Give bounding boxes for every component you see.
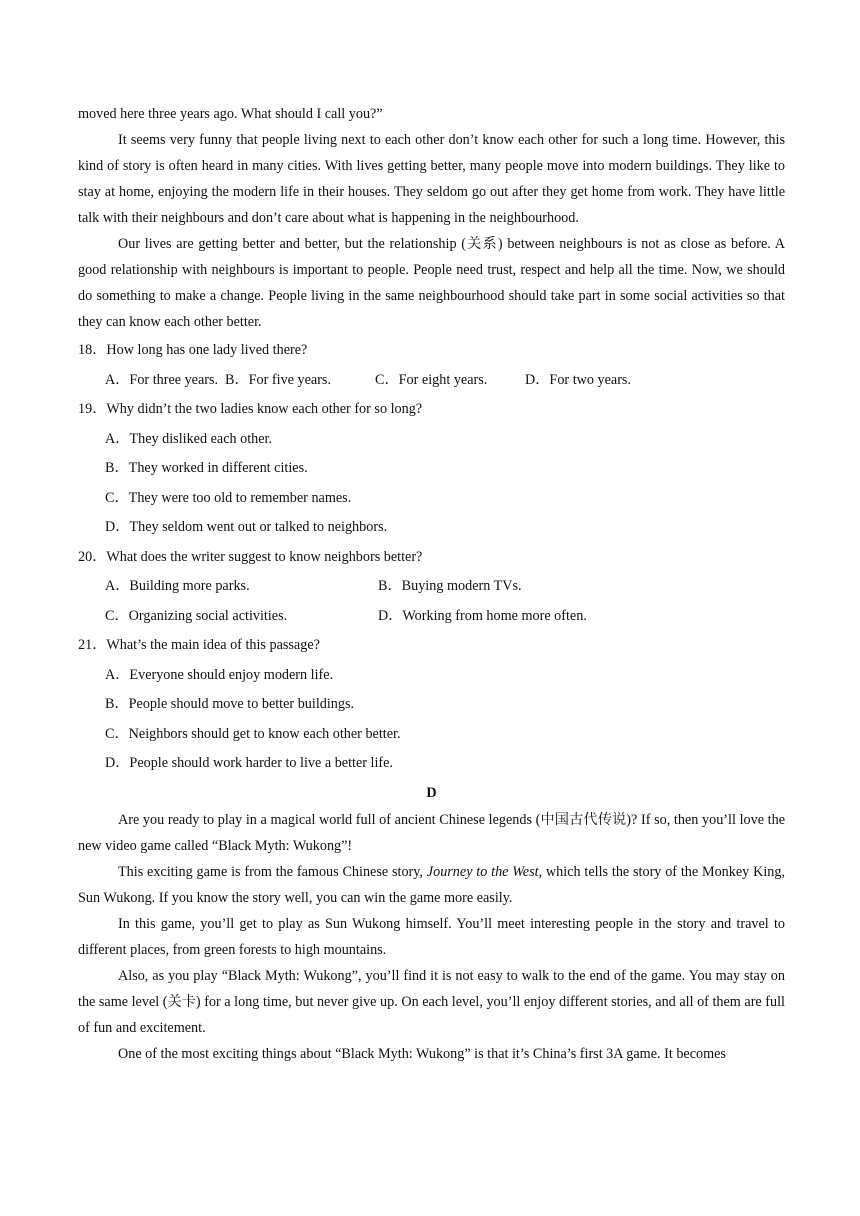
question-19: [78, 395, 785, 543]
question-18-options: [78, 366, 785, 396]
passage-d-paragraph-2: [78, 859, 785, 911]
passage-d-paragraph-1: Are you ready to play in a magical world full of ancient Chinese legends (中国古代传说)? If so, then you’ll love the new video game called “Black Myth: Wukong”!: [78, 811, 785, 854]
option-b[interactable]: B．For five years.: [225, 371, 331, 388]
passage-d-paragraph-5: One of the most exciting things about “Black Myth: Wukong” is that it’s China’s first 3A game. It becomes: [118, 1045, 726, 1062]
option-d[interactable]: D．For two years.: [525, 371, 631, 388]
option-a[interactable]: A．Everyone should enjoy modern life.: [105, 666, 334, 683]
passage-d-paragraph-4: Also, as you play “Black Myth: Wukong”, you’ll find it is not easy to walk to the end of the game. You may stay on the same level (关卡) for a long time, but never give up. On each level, you’ll enjoy different stories, and all of them are full of fun and excitement.: [78, 967, 785, 1036]
question-19-stem: 19．Why didn’t the two ladies know each other for so long?: [78, 401, 423, 417]
document-page: [78, 101, 785, 1067]
book-title: Journey to the West: [426, 863, 539, 880]
question-21: [78, 631, 785, 779]
p2-text-before: This exciting game is from the famous Chinese story,: [118, 863, 427, 880]
option-c[interactable]: C．They were too old to remember names.: [105, 489, 352, 506]
question-20: [78, 543, 785, 632]
option-a[interactable]: A．For three years.: [105, 371, 219, 388]
question-20-stem: 20．What does the writer suggest to know neighbors better?: [78, 548, 423, 565]
option-a[interactable]: A．Building more parks.: [105, 578, 250, 594]
question-20-options-row-2: [78, 602, 785, 632]
option-d[interactable]: D．People should work harder to live a better life.: [105, 755, 394, 771]
passage-c-paragraph-0: moved here three years ago. What should I call you?”: [78, 106, 383, 122]
option-a[interactable]: A．They disliked each other.: [105, 430, 273, 447]
option-c[interactable]: C．Organizing social activities.: [105, 607, 288, 624]
option-b[interactable]: B．They worked in different cities.: [105, 460, 308, 476]
option-d[interactable]: D．Working from home more often.: [378, 607, 587, 624]
passage-c-paragraph-1: It seems very funny that people living next to each other don’t know each other for such a long time. However, this kind of story is often heard in many cities. With lives getting better, many people move into modern buildings. They like to stay at home, enjoying the modern life in their houses. They seldom go out after they get home from work. They have little talk with their neighbours and don’t care about what is happening in the neighbourhood.: [78, 132, 785, 226]
option-d[interactable]: D．They seldom went out or talked to neighbors.: [105, 519, 388, 535]
passage-c-paragraph-2: Our lives are getting better and better, but the relationship (关系) between neighbours is not as close as before. A good relationship with neighbours is important to people. People need trust, respect and help all the time. Now, we should do something to make a change. People living in the same neighbourhood should take part in some social activities so that they can know each other better.: [78, 236, 785, 330]
question-18-stem: 18．How long has one lady lived there?: [78, 342, 308, 358]
question-20-options-row-1: [78, 572, 785, 602]
p2-text-after: , which tells the story of the Monkey King, Sun Wukong. If you know the story well, you can win the game more easily.: [78, 863, 785, 906]
passage-d-paragraph-3: In this game, you’ll get to play as Sun Wukong himself. You’ll meet interesting people in the story and travel to different places, from green forests to high mountains.: [78, 915, 785, 958]
option-b[interactable]: B．Buying modern TVs.: [378, 578, 522, 594]
question-18: [78, 336, 785, 395]
question-21-stem: 21．What’s the main idea of this passage?: [78, 637, 320, 653]
option-c[interactable]: C．Neighbors should get to know each other better.: [105, 725, 401, 742]
option-b[interactable]: B．People should move to better buildings.: [105, 696, 355, 712]
option-c[interactable]: C．For eight years.: [375, 371, 488, 388]
section-heading-d: D: [426, 784, 437, 801]
